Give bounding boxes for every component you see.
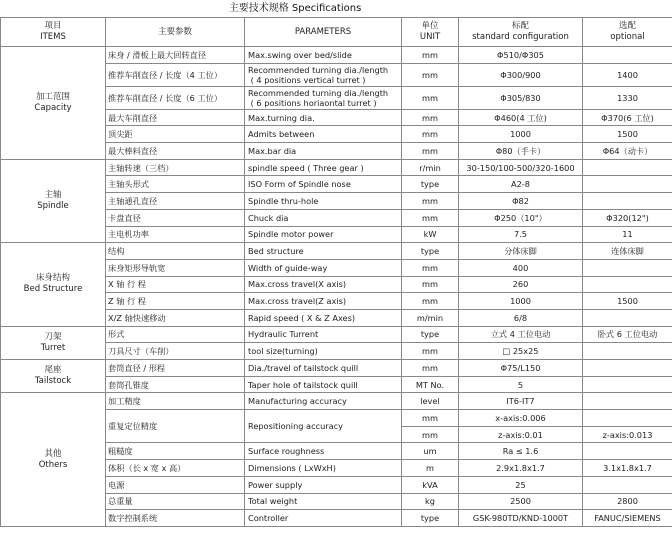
param-en: spindle speed ( Three gear ) bbox=[245, 159, 402, 176]
optional-cell bbox=[583, 360, 672, 377]
items-header: 项目 ITEMS bbox=[1, 18, 106, 47]
param-en: Controller bbox=[245, 510, 402, 527]
standard-cell: 分体床脚 bbox=[459, 243, 583, 260]
standard-cell: 1000 bbox=[459, 126, 583, 143]
param-cn: 床身矩形导轨宽 bbox=[106, 259, 245, 276]
param-en: tool size(turning) bbox=[245, 343, 402, 360]
optional-cell bbox=[583, 47, 672, 64]
optional-cell: 1330 bbox=[583, 86, 672, 109]
param-en: Hydraulic Turrent bbox=[245, 326, 402, 343]
unit-cell: mm bbox=[402, 109, 459, 126]
param-en: Recommended turning dia./length ( 4 positions vertical turret ) bbox=[245, 63, 402, 86]
standard-cell: Φ300/900 bbox=[459, 63, 583, 86]
standard-cell: 6/8 bbox=[459, 309, 583, 326]
main-params-header: 主要参数 bbox=[106, 18, 245, 47]
param-cn: 结构 bbox=[106, 243, 245, 260]
standard-cell: 立式 4 工位电动 bbox=[459, 326, 583, 343]
param-cn: 顶尖距 bbox=[106, 126, 245, 143]
param-cn: 主轴转速（三档） bbox=[106, 159, 245, 176]
param-en: Dia./travel of tailstock quill bbox=[245, 360, 402, 377]
param-cn: 粗糙度 bbox=[106, 443, 245, 460]
unit-header: 单位 UNIT bbox=[402, 18, 459, 47]
param-en: Recommended turning dia./length ( 6 positions horiaontal turret ) bbox=[245, 86, 402, 109]
table-row bbox=[1, 47, 672, 64]
optional-cell: 1500 bbox=[583, 126, 672, 143]
optional-cell: z-axis:0.013 bbox=[583, 426, 672, 443]
standard-cell: 260 bbox=[459, 276, 583, 293]
unit-cell: type bbox=[402, 176, 459, 193]
param-en: Power supply bbox=[245, 476, 402, 493]
parameters-header: PARAMETERS bbox=[245, 18, 402, 47]
group-others: 其他 Others bbox=[1, 393, 106, 527]
param-cn: 数字控制系统 bbox=[106, 510, 245, 527]
standard-cell: 400 bbox=[459, 259, 583, 276]
optional-cell: 3.1x1.8x1.7 bbox=[583, 460, 672, 477]
optional-header: 选配 optional bbox=[583, 18, 672, 47]
param-en: Surface roughness bbox=[245, 443, 402, 460]
unit-cell: level bbox=[402, 393, 459, 410]
param-cn: 主电机功率 bbox=[106, 226, 245, 243]
param-en: Max.bar dia bbox=[245, 143, 402, 160]
optional-cell bbox=[583, 176, 672, 193]
param-cn: 形式 bbox=[106, 326, 245, 343]
optional-cell: 1500 bbox=[583, 293, 672, 310]
standard-cell: 2500 bbox=[459, 493, 583, 510]
unit-cell: kg bbox=[402, 493, 459, 510]
param-cn: 总重量 bbox=[106, 493, 245, 510]
standard-cell: x-axis:0.006 bbox=[459, 410, 583, 427]
param-en: Max.turning dia. bbox=[245, 109, 402, 126]
unit-cell: m bbox=[402, 460, 459, 477]
param-en: Spindle thru-hole bbox=[245, 193, 402, 210]
optional-cell bbox=[583, 276, 672, 293]
standard-header: 标配 standard configuration bbox=[459, 18, 583, 47]
standard-cell: z-axis:0.01 bbox=[459, 426, 583, 443]
param-cn: X 轴 行 程 bbox=[106, 276, 245, 293]
param-en: Bed structure bbox=[245, 243, 402, 260]
unit-cell: m/min bbox=[402, 309, 459, 326]
standard-cell: IT6-IT7 bbox=[459, 393, 583, 410]
group-capacity: 加工范围 Capacity bbox=[1, 47, 106, 160]
table-row bbox=[1, 393, 672, 410]
optional-cell bbox=[583, 410, 672, 427]
table-row bbox=[1, 360, 672, 377]
unit-cell: mm bbox=[402, 360, 459, 377]
optional-cell: Φ320(12") bbox=[583, 209, 672, 226]
param-cn: 体积（长 x 宽 x 高） bbox=[106, 460, 245, 477]
param-en: Chuck dia bbox=[245, 209, 402, 226]
standard-cell: 25 bbox=[459, 476, 583, 493]
standard-cell: Φ250（10"） bbox=[459, 209, 583, 226]
standard-cell: Φ80（手卡） bbox=[459, 143, 583, 160]
param-en: Width of guide-way bbox=[245, 259, 402, 276]
unit-cell: mm bbox=[402, 276, 459, 293]
optional-cell bbox=[583, 476, 672, 493]
optional-cell: 卧式 6 工位电动 bbox=[583, 326, 672, 343]
param-en: Max.cross travel(X axis) bbox=[245, 276, 402, 293]
optional-cell bbox=[583, 309, 672, 326]
param-en: Total weight bbox=[245, 493, 402, 510]
unit-cell: kVA bbox=[402, 476, 459, 493]
table-row bbox=[1, 326, 672, 343]
optional-cell bbox=[583, 393, 672, 410]
optional-cell: Φ64（动卡） bbox=[583, 143, 672, 160]
group-bed-structure: 床身结构 Bed Structure bbox=[1, 243, 106, 326]
param-en: Max.cross travel(Z axis) bbox=[245, 293, 402, 310]
unit-cell: MT No. bbox=[402, 376, 459, 393]
standard-cell: Φ460(4 工位) bbox=[459, 109, 583, 126]
group-tailstock: 尾座 Tailstock bbox=[1, 360, 106, 393]
param-cn: 床身 / 滑板上最大回转直径 bbox=[106, 47, 245, 64]
standard-cell: Φ82 bbox=[459, 193, 583, 210]
page-title: 主要技术规格 Specifications bbox=[228, 3, 362, 14]
standard-cell: □ 25x25 bbox=[459, 343, 583, 360]
standard-cell: A2-8 bbox=[459, 176, 583, 193]
param-en: Rapid speed ( X & Z Axes) bbox=[245, 309, 402, 326]
group-spindle: 主轴 Spindle bbox=[1, 159, 106, 242]
unit-cell: type bbox=[402, 510, 459, 527]
unit-cell: mm bbox=[402, 86, 459, 109]
param-cn: 套筒直径 / 形程 bbox=[106, 360, 245, 377]
optional-cell: Φ370(6 工位) bbox=[583, 109, 672, 126]
optional-cell: 连体床脚 bbox=[583, 243, 672, 260]
optional-cell bbox=[583, 376, 672, 393]
optional-cell bbox=[583, 443, 672, 460]
unit-cell: r/min bbox=[402, 159, 459, 176]
param-cn: 主轴通孔直径 bbox=[106, 193, 245, 210]
unit-cell: mm bbox=[402, 143, 459, 160]
optional-cell: 11 bbox=[583, 226, 672, 243]
standard-cell: 1000 bbox=[459, 293, 583, 310]
group-turret: 刀架 Turret bbox=[1, 326, 106, 359]
table-row bbox=[1, 159, 672, 176]
param-cn: 加工精度 bbox=[106, 393, 245, 410]
standard-cell: Φ305/830 bbox=[459, 86, 583, 109]
unit-cell: type bbox=[402, 326, 459, 343]
unit-cell: type bbox=[402, 243, 459, 260]
standard-cell: GSK-980TD/KND-1000T bbox=[459, 510, 583, 527]
param-cn: 重复定位精度 bbox=[106, 410, 245, 443]
table-header-row bbox=[1, 18, 672, 47]
unit-cell: mm bbox=[402, 193, 459, 210]
param-en: Taper hole of tailstock quill bbox=[245, 376, 402, 393]
param-cn: 主轴头形式 bbox=[106, 176, 245, 193]
unit-cell: mm bbox=[402, 410, 459, 427]
unit-cell: mm bbox=[402, 63, 459, 86]
unit-cell: kW bbox=[402, 226, 459, 243]
unit-cell: mm bbox=[402, 426, 459, 443]
table-row bbox=[1, 243, 672, 260]
param-en: Manufacturing accuracy bbox=[245, 393, 402, 410]
param-en: Repositioning accuracy bbox=[245, 410, 402, 443]
standard-cell: Φ75/L150 bbox=[459, 360, 583, 377]
optional-cell: FANUC/SIEMENS bbox=[583, 510, 672, 527]
param-en: ISO Form of Spindle nose bbox=[245, 176, 402, 193]
standard-cell: Ra ≤ 1.6 bbox=[459, 443, 583, 460]
unit-cell: mm bbox=[402, 259, 459, 276]
unit-cell: mm bbox=[402, 209, 459, 226]
param-cn: 推荐车削直径 / 长度（4 工位） bbox=[106, 63, 245, 86]
standard-cell: 30-150/100-500/320-1600 bbox=[459, 159, 583, 176]
param-en: Spindle motor power bbox=[245, 226, 402, 243]
param-en: Admits between bbox=[245, 126, 402, 143]
optional-cell bbox=[583, 193, 672, 210]
unit-cell: mm bbox=[402, 293, 459, 310]
param-en: Max.swing over bed/slide bbox=[245, 47, 402, 64]
specifications-table bbox=[0, 17, 672, 527]
standard-cell: 2.9x1.8x1.7 bbox=[459, 460, 583, 477]
unit-cell: mm bbox=[402, 343, 459, 360]
optional-cell bbox=[583, 259, 672, 276]
optional-cell: 1400 bbox=[583, 63, 672, 86]
param-cn: Z 轴 行 程 bbox=[106, 293, 245, 310]
unit-cell: mm bbox=[402, 47, 459, 64]
standard-cell: 7.5 bbox=[459, 226, 583, 243]
param-cn: 最大棒料直径 bbox=[106, 143, 245, 160]
optional-cell bbox=[583, 343, 672, 360]
unit-cell: mm bbox=[402, 126, 459, 143]
unit-cell: um bbox=[402, 443, 459, 460]
param-cn: 卡盘直径 bbox=[106, 209, 245, 226]
param-en: Dimensions ( LxWxH) bbox=[245, 460, 402, 477]
optional-cell bbox=[583, 159, 672, 176]
standard-cell: 5 bbox=[459, 376, 583, 393]
standard-cell: Φ510/Φ305 bbox=[459, 47, 583, 64]
param-cn: 推荐车削直径 / 长度（6 工位） bbox=[106, 86, 245, 109]
param-cn: 套筒孔锥度 bbox=[106, 376, 245, 393]
param-cn: 最大车削直径 bbox=[106, 109, 245, 126]
param-cn: X/Z 轴快速移动 bbox=[106, 309, 245, 326]
optional-cell: 2800 bbox=[583, 493, 672, 510]
param-cn: 电源 bbox=[106, 476, 245, 493]
param-cn: 刀具尺寸（车削） bbox=[106, 343, 245, 360]
